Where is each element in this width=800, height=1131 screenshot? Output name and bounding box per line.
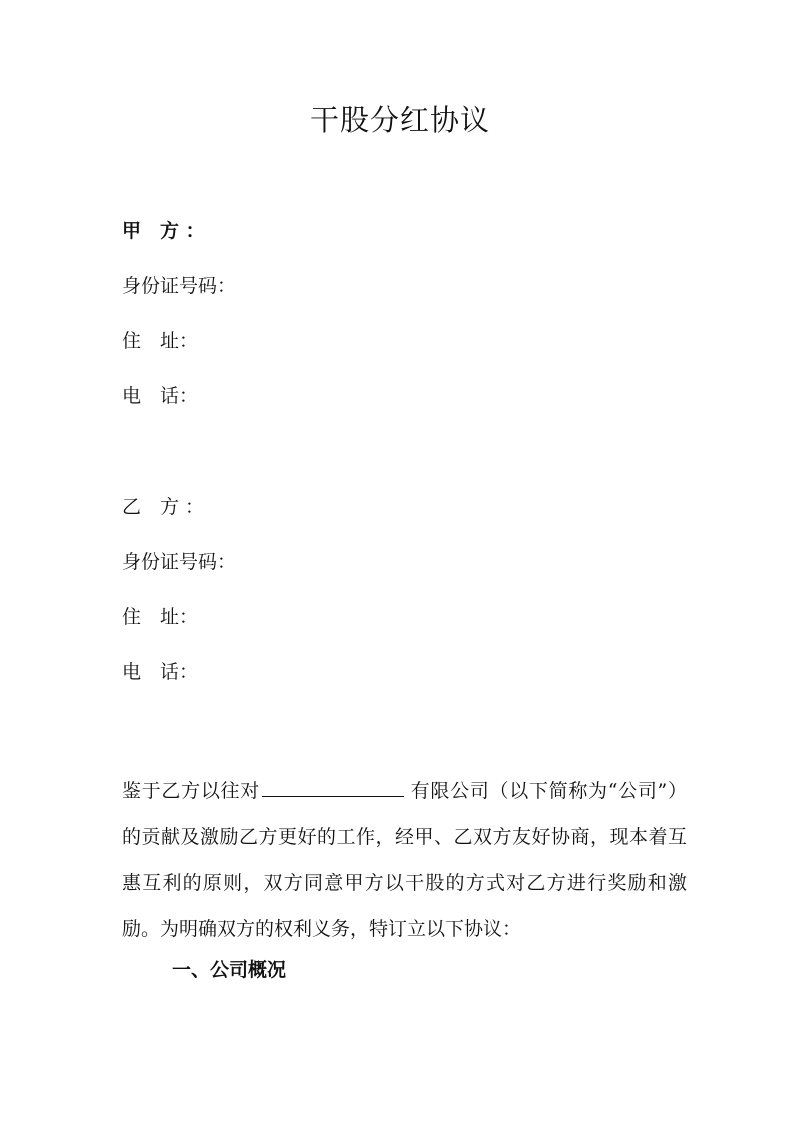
party-a-label: 甲 方 ： xyxy=(122,220,205,242)
preamble-text-before-blank: 鉴于乙方以往对 xyxy=(122,780,260,802)
section-1-heading: 一、公司概况 xyxy=(172,959,287,981)
preamble-text-after-blank: 有限公司（以下简称为“公司”）的贡献及激励乙方更好的工作，经甲、乙双方友好协商，现本着互惠互利的原则，双方同意甲方以干股的方式对乙方进行奖励和激励。为明确双方的权利义务，特订立以下协议： xyxy=(122,780,687,940)
party-b-label: 乙 方 ： xyxy=(122,496,205,518)
party-b-address-label: 住 址： xyxy=(122,606,199,628)
party-a-id-number-label: 身份证号码： xyxy=(122,275,237,297)
party-b-phone-label: 电 话： xyxy=(122,661,199,683)
document-title: 干股分红协议 xyxy=(309,103,490,137)
party-a-address-label: 住 址： xyxy=(122,330,199,352)
party-a-phone-label: 电 话： xyxy=(122,385,199,407)
company-name-blank xyxy=(262,778,404,797)
preamble-paragraph xyxy=(122,768,687,952)
party-b-id-number-label: 身份证号码： xyxy=(122,551,237,573)
